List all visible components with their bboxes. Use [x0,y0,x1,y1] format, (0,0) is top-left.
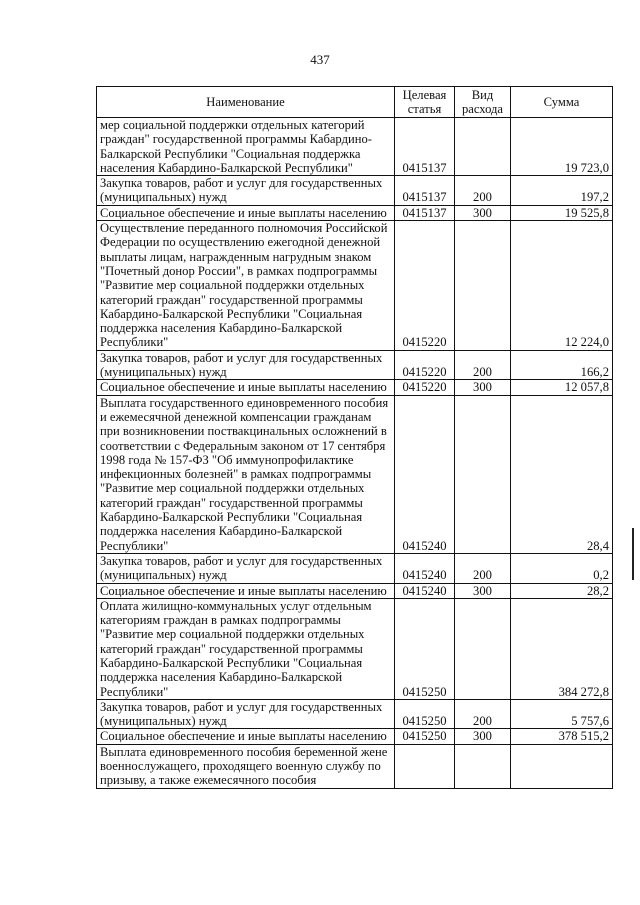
row-type: 200 [455,350,511,380]
row-code: 0415240 [395,395,455,553]
table-header-row [97,87,613,118]
row-name: Закупка товаров, работ и услуг для государственных (муниципальных) нужд [97,553,395,583]
row-type: 300 [455,380,511,395]
row-sum: 197,2 [511,176,613,206]
row-code: 0415137 [395,118,455,176]
row-type [455,118,511,176]
row-sum: 28,2 [511,583,613,598]
row-code: 0415137 [395,205,455,220]
header-name: Наименование [97,87,395,118]
row-sum: 378 515,2 [511,729,613,744]
row-name: Осуществление переданного полномочия Российской Федерации по осуществлению ежегодной денежной выплаты лицам, награжденным нагрудным знаком "Почетный донор России", в рамках подпрограммы "Развитие мер социальной поддержки отдельных категорий граждан" государственной программы Кабардино-Балкарской Республики "Социальная поддержка населения Кабардино-Балкарской Республики" [97,221,395,351]
row-code: 0415250 [395,729,455,744]
row-sum: 12 057,8 [511,380,613,395]
row-type: 300 [455,583,511,598]
row-name: мер социальной поддержки отдельных категорий граждан" государственной программы Кабардино-Балкарской Республики "Социальная поддержка населения Кабардино-Балкарской Республики" [97,118,395,176]
table-row [97,744,613,788]
row-code: 0415137 [395,176,455,206]
row-type [455,744,511,788]
row-type: 200 [455,176,511,206]
row-name: Закупка товаров, работ и услуг для государственных (муниципальных) нужд [97,699,395,729]
row-type [455,598,511,699]
table-row [97,221,613,351]
margin-mark [632,528,634,580]
table-row [97,176,613,206]
row-name: Выплата государственного единовременного пособия и ежемесячной денежной компенсации гражданам при возникновении поствакцинальных осложнений в соответствии с Федеральным законом от 17 сентября 1998 года № 157-ФЗ "Об иммунопрофилактике инфекционных болезней" в рамках подпрограммы "Развитие мер социальной поддержки отдельных категорий граждан" государственной программы Кабардино-Балкарской Республики "Социальная поддержка населения Кабардино-Балкарской Республики" [97,395,395,553]
table-row [97,395,613,553]
row-sum: 28,4 [511,395,613,553]
page-number: 437 [310,52,330,67]
row-code: 0415220 [395,350,455,380]
table-row [97,350,613,380]
row-name: Выплата единовременного пособия беременной жене военнослужащего, проходящего военную службу по призыву, а также ежемесячного пособия [97,744,395,788]
header-code: Целевая статья [395,87,455,118]
row-sum: 384 272,8 [511,598,613,699]
row-name: Социальное обеспечение и иные выплаты населению [97,583,395,598]
row-name: Социальное обеспечение и иные выплаты населению [97,205,395,220]
row-name: Закупка товаров, работ и услуг для государственных (муниципальных) нужд [97,176,395,206]
row-code: 0415250 [395,699,455,729]
header-type: Вид расхода [455,87,511,118]
table-row [97,553,613,583]
row-type: 300 [455,729,511,744]
table-row [97,699,613,729]
row-sum: 19 525,8 [511,205,613,220]
row-type: 200 [455,553,511,583]
row-sum: 19 723,0 [511,118,613,176]
budget-table [96,86,613,789]
row-code: 0415240 [395,553,455,583]
row-code: 0415220 [395,221,455,351]
table-row [97,205,613,220]
row-sum [511,744,613,788]
row-name: Социальное обеспечение и иные выплаты населению [97,380,395,395]
table-row [97,729,613,744]
row-name: Закупка товаров, работ и услуг для государственных (муниципальных) нужд [97,350,395,380]
row-code: 0415240 [395,583,455,598]
row-sum: 12 224,0 [511,221,613,351]
table-row [97,583,613,598]
table-row [97,118,613,176]
table-row [97,598,613,699]
row-sum: 166,2 [511,350,613,380]
row-code [395,744,455,788]
row-type: 300 [455,205,511,220]
table-row [97,380,613,395]
row-code: 0415220 [395,380,455,395]
row-type [455,221,511,351]
row-type [455,395,511,553]
row-sum: 0,2 [511,553,613,583]
row-name: Оплата жилищно-коммунальных услуг отдельным категориям граждан в рамках подпрограммы "Развитие мер социальной поддержки отдельных категорий граждан" государственной программы Кабардино-Балкарской Республики "Социальная поддержка населения Кабардино-Балкарской Республики" [97,598,395,699]
row-sum: 5 757,6 [511,699,613,729]
row-code: 0415250 [395,598,455,699]
row-type: 200 [455,699,511,729]
header-sum: Сумма [511,87,613,118]
row-name: Социальное обеспечение и иные выплаты населению [97,729,395,744]
